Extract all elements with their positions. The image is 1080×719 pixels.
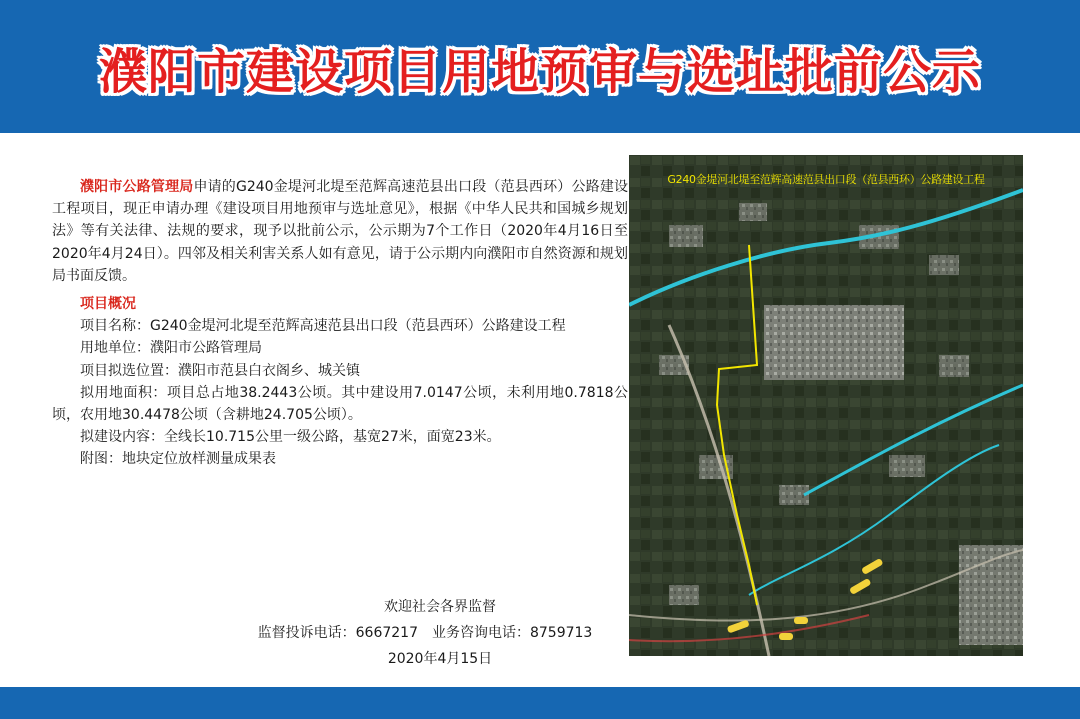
- supervision-slogan: 欢迎社会各界监督: [384, 599, 496, 615]
- map-title: G240金堤河北堤至范辉高速范县出口段（范县西环）公路建设工程: [667, 173, 985, 186]
- page-title: 濮阳市建设项目用地预审与选址批前公示: [98, 43, 981, 100]
- footer-banner: [0, 687, 1080, 719]
- overview-item-content: 拟建设内容：全线长10.715公里一级公路，基宽27米，面宽23米。: [80, 429, 501, 446]
- map-town-area: [764, 305, 904, 380]
- header-inner: [0, 12, 1080, 122]
- overview-item-location: 项目拟选位置：濮阳市范县白衣阁乡、城关镇: [80, 362, 360, 379]
- overview-title: 项目概况: [80, 296, 136, 313]
- overview-item-attachment: 附图：地块定位放样测量成果表: [80, 451, 276, 468]
- applicant-name: 濮阳市公路管理局: [80, 179, 194, 195]
- notice-paragraph: [52, 176, 628, 287]
- satellite-map: [629, 155, 1023, 656]
- notice-date: 2020年4月15日: [387, 651, 493, 667]
- notice-text-block: [52, 176, 628, 471]
- header-banner: [0, 0, 1080, 133]
- overview-item-project-name: 项目名称：G240金堤河北堤至范辉高速范县出口段（范县西环）公路建设工程: [80, 318, 566, 335]
- overview-item-area: 拟用地面积：项目总占地38.2443公顷。其中建设用7.0147公顷，未利用地0.7818公顷，农用地30.4478公顷（含耕地24.705公顷）。: [52, 384, 628, 424]
- overview-item-land-user: 用地单位：濮阳市公路管理局: [80, 340, 262, 357]
- map-graphic: [629, 155, 1023, 656]
- notice-intro: 申请的G240金堤河北堤至范辉高速范县出口段（范县西环）公路建设工程项目，现正申请办理《建设项目用地预审与选址意见》，根据《中华人民共和国城乡规划法》等有关法律、法规的要求，现予以批前公示，公示期为7个工作日（2020年4月16日至2020年4月24日）。四邻及相关利害关系人如有意见，请于公示期内向濮阳市自然资源和规划局书面反馈。: [52, 179, 629, 284]
- supervision-block: [250, 594, 630, 672]
- supervision-phones: 监督投诉电话：6667217 业务咨询电话：8759713: [257, 625, 593, 641]
